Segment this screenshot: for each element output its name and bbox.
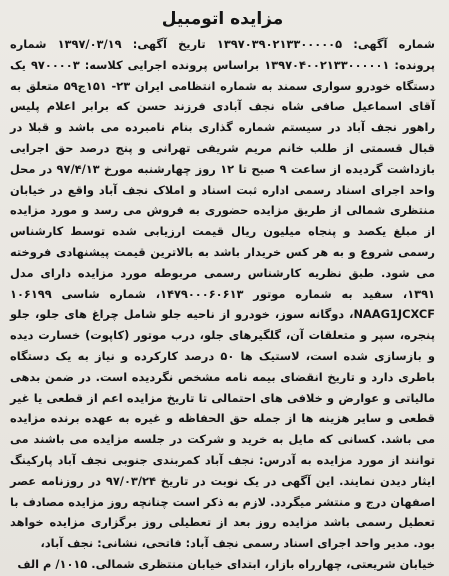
notice-body (10, 34, 435, 575)
notice-paragraph-main: شماره آگهی: ۱۳۹۷۰۳۹۰۲۱۳۳۰۰۰۰۰۵ تاریخ آگهی: ۱۳۹۷/۰۳/۱۹ شماره پرونده: ۱۳۹۷۰۴۰۰۲۱۳۳۰۰۰۰۰۱ براساس پرونده اجرایی کلاسه: ۹۷۰۰۰۰۳ یک دستگاه خودرو سواری سمند به شماره انتظامی ایران ۲۳- ۱۵۱ج۵۹ متعلق به آقای اسماعیل صافی شاه نجف آبادی فرزند حسن که برابر اعلام پلیس راهور نجف آباد در سیستم شماره گذاری بنام نامبرده می باشد و قبلا در قبال قسمتی از طلب خانم مریم شریفی تهرانی و پنج درصد حق اجرایی بازداشت گردیده از ساعت ۹ صبح تا ۱۲ روز چهارشنبه مورخ ۹۷/۴/۱۳ در محل واحد اجرای اسناد رسمی اداره ثبت اسناد و املاک نجف آباد واقع در خیابان منتظری شمالی از طریق مزایده حضوری به فروش می رسد و مورد مزایده از مبلغ یکصد و پنجاه میلیون ریال قیمت ارزیابی شده توسط کارشناس رسمی شروع و به هر کس خریدار باشد به بالاترین قیمت پیشنهادی فروخته می شود. طبق نظریه کارشناس رسمی مربوطه مورد مزایده دارای مدل ۱۳۹۱، سفید به شماره موتور ۱۴۷۹۰۰۰۶۰۶۱۳، شماره شاسی ۱۰۶۱۹۹ NAAG1JCXCF، دوگانه سوز، خودرو از ناحیه جلو شامل چراغ های جلو، جلو پنجره، سپر و متعلقات آن، گلگیرهای جلو، درب موتور (کاپوت) خسارت دیده و بازسازی شده است، لاستیک ها ۵۰ درصد کارکرده و نیاز به یک دستگاه باطری دارد و تاریخ انقضای بیمه نامه مشخص نگردیده است. در ضمن بدهی مالیاتی و عوارض و خلافی های احتمالی تا تاریخ مزایده اعم از قطعی یا غیر قطعی و سایر هزینه ها از جمله حق الحفاظه و غیره به عهده برنده مزایده می باشد. کسانی که مایل به خرید و شرکت در جلسه مزایده می باشند می توانند از مورد مزایده به آدرس: نجف آباد کمربندی جنوبی نجف آباد پارکینگ ایثار دیدن نمایند. این آگهی در یک نوبت در تاریخ ۹۷/۰۳/۲۴ در روزنامه عصر اصفهان درج و منتشر میگردد. لازم به ذکر است چنانچه روز مزایده مصادف با تعطیل رسمی باشد مزایده روز بعد از تعطیلی روز برگزاری مزایده خواهد بود. مدیر واحد اجرای اسناد رسمی نجف آباد: فاتحی، نشانی: نجف آباد، (10, 37, 436, 551)
notice-title: مزایده اتومبیل (161, 9, 284, 29)
notice-paragraph-address: خیابان شریعتی، چهارراه بازار، ابتدای خیابان منتظری شمالی. ۱۰۱۵/ م الف (17, 556, 435, 571)
